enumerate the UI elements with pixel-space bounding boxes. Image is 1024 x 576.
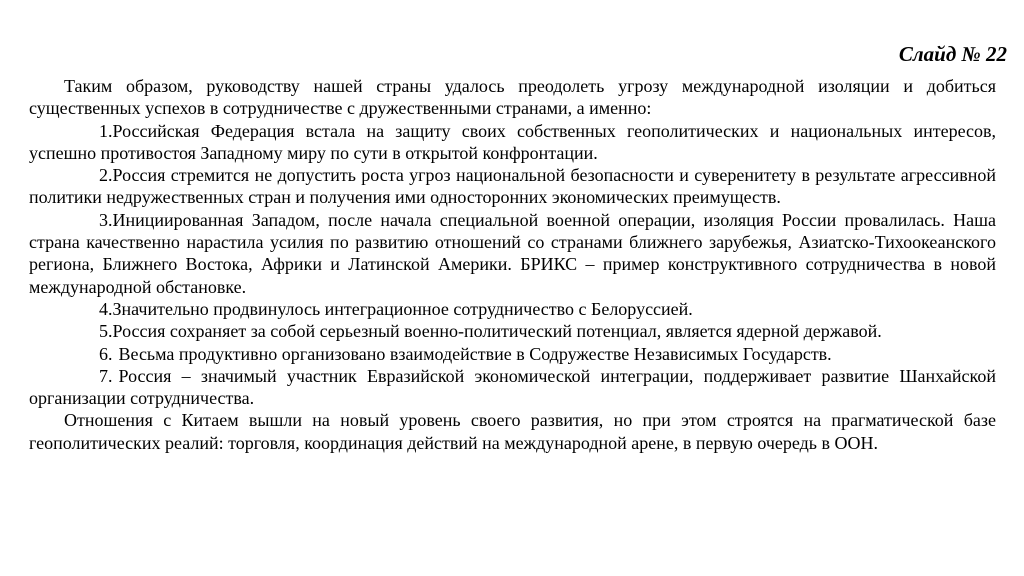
list-item-number: 1.	[99, 120, 113, 141]
list-item-text: Россия – значимый участник Евразийской экономической интеграции, поддерживает развитие Шанхайской организации сотрудничества.	[29, 365, 996, 409]
list-item-number: 7.	[99, 365, 113, 386]
slide-number: Слайд № 22	[898, 42, 1007, 66]
list-item-text: Значительно продвинулось интеграционное сотрудничество с Белоруссией.	[112, 298, 693, 319]
list-item-number: 4.	[99, 298, 113, 319]
intro-paragraph: Таким образом, руководству нашей страны удалось преодолеть угрозу международной изоляции и добиться существенных успехов в сотрудничестве с дружественными странами, а именно:	[29, 76, 996, 119]
list-item-6	[29, 343, 996, 365]
list-item-2	[29, 164, 996, 209]
slide-body	[29, 75, 996, 454]
list-item-text: Россия стремится не допустить роста угроз национальной безопасности и суверенитету в результате агрессивной политики недружественных стран и получения ими односторонних экономических преимуществ.	[29, 165, 996, 208]
conclusion-paragraph: Отношения с Китаем вышли на новый уровень своего развития, но при этом строятся на прагматической базе геополитических реалий: торговля, координация действий на международной арене, в первую очередь в ООН.	[29, 410, 996, 453]
list-item-text: Российская Федерация встала на защиту своих собственных геополитических и национальных интересов, успешно противостоя Западному миру по сути в открытой конфронтации.	[29, 120, 996, 163]
list-item-5	[29, 320, 996, 342]
list-item-7	[29, 365, 996, 410]
list-item-number: 5.	[99, 321, 113, 342]
list-item-number: 6.	[99, 343, 113, 364]
list-item-text: Весьма продуктивно организовано взаимодействие в Содружестве Независимых Государств.	[118, 343, 832, 364]
list-item-1	[29, 120, 996, 165]
list-item-number: 3.	[99, 209, 113, 230]
list-item-text: Инициированная Западом, после начала специальной военной операции, изоляция России провалилась. Наша страна качественно нарастила усилия по развитию отношений со странами ближнего зарубежья, Азиатско-Тихоокеанского региона, Ближнего Востока, Африки и Латинской Америки. БРИКС – пример конструктивного сотрудничества в новой международной обстановке.	[29, 209, 996, 297]
list-item-3	[29, 209, 996, 298]
list-item-number: 2.	[99, 165, 113, 186]
list-item-text: Россия сохраняет за собой серьезный военно-политический потенциал, является ядерной державой.	[112, 321, 882, 342]
list-item-4	[29, 298, 996, 320]
